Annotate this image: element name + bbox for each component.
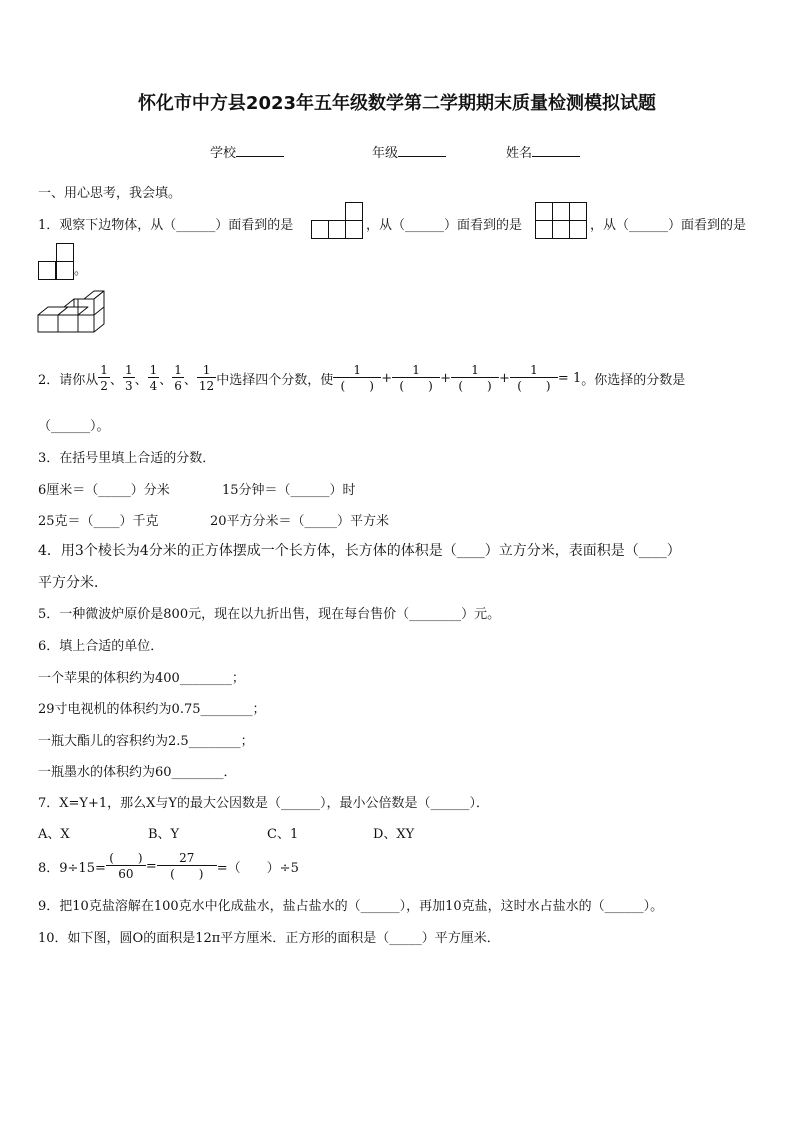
q3-item-4: 20平方分米＝（_____）平方米 [210,514,390,529]
q8-equals: = [145,858,157,874]
q6-item-2: 29寸电视机的体积约为0.75________； [38,702,266,717]
q4-line1: 4．用3个棱长为4分米的正方体摆成一个长方体，长方体的体积是（____）立方分米，表面积是（____） [38,543,681,559]
q7-option-d[interactable]: D、XY [373,827,415,842]
q6-item-1: 一个苹果的体积约为400________； [38,671,245,686]
q3-title: 3．在括号里填上合适的分数． [38,451,216,466]
q7-stem: 7．X=Y+1，那么X与Y的最大公因数是（______），最小公倍数是（______）． [38,796,490,811]
q3-item-1: 6厘米＝（_____）分米 [38,483,170,498]
q6-item-4: 一瓶墨水的体积约为60________． [38,765,237,780]
q2-line2: （______）。 [38,419,110,434]
q2-frac-3: $\frac{1}{4}$ [149,363,158,393]
q8-frac-2[interactable]: $\frac{27}{( )}$ [157,852,217,880]
q2-frac-1: $\frac{1}{2}$ [100,363,108,393]
grade-blank[interactable] [398,156,446,157]
q1-part-c: ，从（______）面看到的是 [590,218,747,233]
name-field [506,142,580,161]
q8-post: =（ ）÷5 [216,860,299,876]
q7-option-a[interactable]: A、X [38,827,70,842]
q2-frac-2: $\frac{1}{3}$ [124,363,133,393]
page-title: 怀化市中方县2023年五年级数学第二学期期末质量检测模拟试题 [137,93,657,114]
q6-title: 6．填上合适的单位． [38,639,164,654]
q1-part-a: 1．观察下边物体，从（______）面看到的是 [38,218,294,233]
q2-blank-frac-3[interactable]: $\frac{1}{( )}$ [451,364,499,392]
q5-text: 5．一种微波炉原价是800元，现在以九折出售，现在每台售价（________）元。 [38,607,501,622]
q7-option-b[interactable]: B、Y [148,827,180,842]
q4-line2: 平方分米． [38,575,108,591]
section-heading: 一、用心思考，我会填。 [38,186,182,201]
q9-text: 9．把10克盐溶解在100克水中化成盐水，盐占盐水的（______），再加10克盐，这时水占盐水的（______）。 [38,899,664,914]
view-figure-3 [38,243,76,281]
name-blank[interactable] [532,156,580,157]
q2-blank-frac-2[interactable]: $\frac{1}{( )}$ [392,364,440,392]
q1-part-b: ，从（______）面看到的是 [366,218,523,233]
school-label: 学校 [210,146,237,161]
view-figure-2 [535,202,589,240]
q2-frac-4: $\frac{1}{6}$ [174,363,182,393]
q2-blank-frac-4[interactable]: $\frac{1}{( )}$ [510,364,558,392]
q3-item-3: 25克＝（____）千克 [38,514,159,529]
q2-sep: 、 [134,372,148,388]
q8-line [38,848,299,884]
q7-option-c[interactable]: C、1 [267,827,299,842]
q8-pre: 8．9÷15= [38,860,106,876]
q2-line1 [38,360,685,396]
cube-stack-figure [38,290,108,338]
q2-sep: 、 [109,372,123,388]
q2-frac-5: $\frac{1}{12}$ [198,363,215,393]
q10-text: 10．如下图，圆O的面积是12π平方厘米．正方形的面积是（_____）平方厘米． [38,931,500,946]
q2-plus: + [381,370,393,386]
q2-sep: 、 [159,372,173,388]
school-blank[interactable] [236,156,284,157]
grade-field [372,142,446,161]
q6-item-3: 一瓶大酯儿的容积约为2.5________； [38,734,254,749]
name-label: 姓名 [506,146,533,161]
view-figure-1 [311,202,365,240]
q1-part-d: 。 [74,263,88,278]
q3-item-2: 15分钟＝（______）时 [222,483,356,498]
q2-plus: + [440,370,452,386]
q2-blank-frac-1[interactable]: $\frac{1}{( )}$ [333,364,381,392]
q2-equals: = 1 [557,370,582,386]
q2-post: 。你选择的分数是 [581,372,686,388]
grade-label: 年级 [372,146,399,161]
q2-pre: 2．请你从 [38,372,99,388]
q2-plus: + [499,370,510,386]
school-field [210,142,284,161]
q2-sep: 、 [183,372,197,388]
q8-frac-1[interactable]: $\frac{( )}{60}$ [106,852,146,880]
q2-mid: 中选择四个分数，使 [216,372,334,388]
